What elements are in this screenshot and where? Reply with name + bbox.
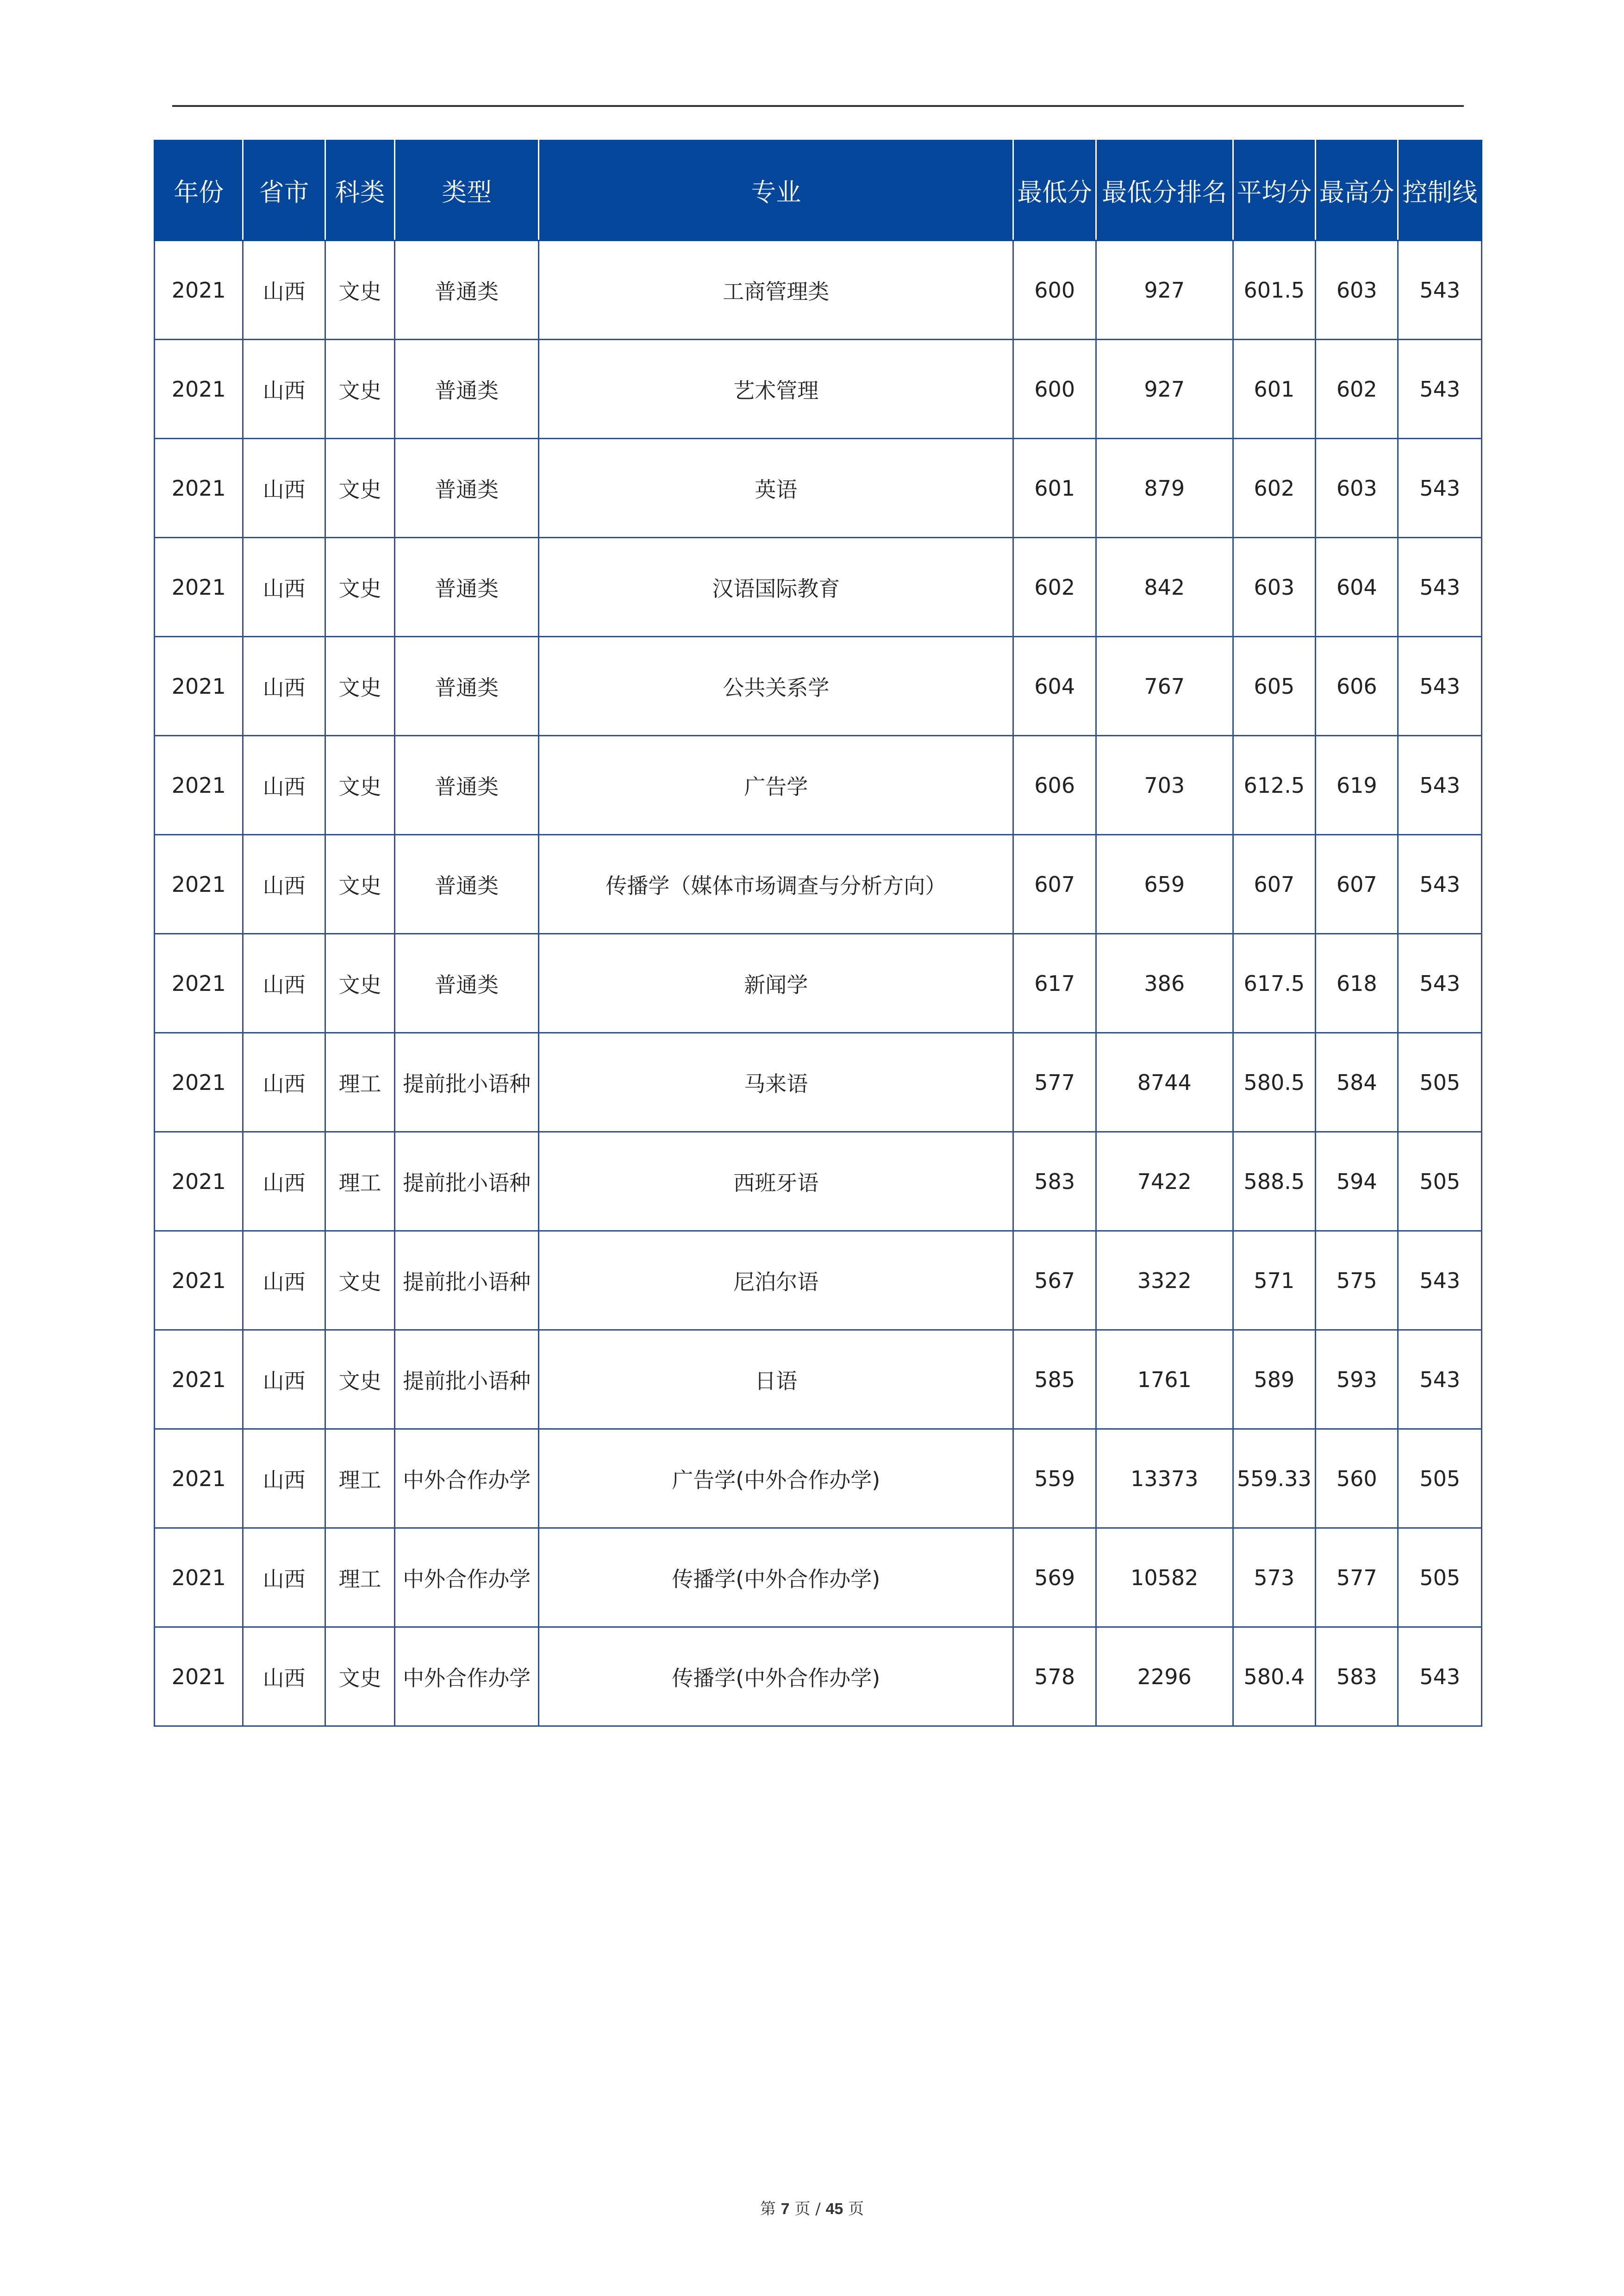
min-rank-cell: 2296 <box>1096 1627 1233 1726</box>
province-cell: 山西 <box>243 1627 325 1726</box>
control-line-cell: 543 <box>1398 241 1482 340</box>
table-row <box>155 1231 1482 1330</box>
max-score-cell: 584 <box>1316 1033 1398 1132</box>
major-cell: 汉语国际教育 <box>538 538 1013 637</box>
max-score-cell: 560 <box>1316 1429 1398 1528</box>
major-cell: 公共关系学 <box>538 637 1013 736</box>
max-score-cell: 603 <box>1316 439 1398 538</box>
table-row <box>155 1429 1482 1528</box>
column-header-min-rank: 最低分排名 <box>1096 141 1233 241</box>
province-cell: 山西 <box>243 637 325 736</box>
type-cell: 提前批小语种 <box>395 1231 539 1330</box>
type-cell: 提前批小语种 <box>395 1132 539 1231</box>
min-score-cell: 583 <box>1013 1132 1096 1231</box>
major-cell: 广告学(中外合作办学) <box>538 1429 1013 1528</box>
min-rank-cell: 386 <box>1096 934 1233 1033</box>
major-cell: 马来语 <box>538 1033 1013 1132</box>
avg-score-cell: 607 <box>1233 835 1315 934</box>
avg-score-cell: 605 <box>1233 637 1315 736</box>
max-score-cell: 618 <box>1316 934 1398 1033</box>
avg-score-cell: 601.5 <box>1233 241 1315 340</box>
page-footer <box>0 2196 1624 2219</box>
min-rank-cell: 8744 <box>1096 1033 1233 1132</box>
header-rule <box>172 105 1464 107</box>
max-score-cell: 619 <box>1316 736 1398 835</box>
avg-score-cell: 588.5 <box>1233 1132 1315 1231</box>
subject-cell: 文史 <box>325 241 394 340</box>
min-rank-cell: 3322 <box>1096 1231 1233 1330</box>
max-score-cell: 583 <box>1316 1627 1398 1726</box>
control-line-cell: 543 <box>1398 934 1482 1033</box>
admission-scores-table <box>154 140 1482 1727</box>
avg-score-cell: 601 <box>1233 340 1315 439</box>
control-line-cell: 543 <box>1398 637 1482 736</box>
footer-middle: 页 / <box>794 2200 821 2218</box>
min-rank-cell: 7422 <box>1096 1132 1233 1231</box>
column-header-avg-score: 平均分 <box>1233 141 1315 241</box>
min-score-cell: 600 <box>1013 340 1096 439</box>
min-score-cell: 567 <box>1013 1231 1096 1330</box>
control-line-cell: 505 <box>1398 1033 1482 1132</box>
major-cell: 广告学 <box>538 736 1013 835</box>
subject-cell: 理工 <box>325 1033 394 1132</box>
province-cell: 山西 <box>243 835 325 934</box>
province-cell: 山西 <box>243 439 325 538</box>
max-score-cell: 575 <box>1316 1231 1398 1330</box>
year-cell: 2021 <box>155 340 243 439</box>
province-cell: 山西 <box>243 1231 325 1330</box>
type-cell: 普通类 <box>395 637 539 736</box>
min-score-cell: 607 <box>1013 835 1096 934</box>
control-line-cell: 543 <box>1398 736 1482 835</box>
year-cell: 2021 <box>155 1528 243 1627</box>
avg-score-cell: 580.5 <box>1233 1033 1315 1132</box>
avg-score-cell: 617.5 <box>1233 934 1315 1033</box>
min-score-cell: 602 <box>1013 538 1096 637</box>
subject-cell: 文史 <box>325 1627 394 1726</box>
table-body <box>155 241 1482 1726</box>
min-score-cell: 585 <box>1013 1330 1096 1429</box>
major-cell: 西班牙语 <box>538 1132 1013 1231</box>
avg-score-cell: 580.4 <box>1233 1627 1315 1726</box>
major-cell: 传播学(中外合作办学) <box>538 1528 1013 1627</box>
type-cell: 普通类 <box>395 439 539 538</box>
max-score-cell: 577 <box>1316 1528 1398 1627</box>
table-row <box>155 1330 1482 1429</box>
min-rank-cell: 1761 <box>1096 1330 1233 1429</box>
table-row <box>155 736 1482 835</box>
control-line-cell: 543 <box>1398 538 1482 637</box>
control-line-cell: 505 <box>1398 1429 1482 1528</box>
column-header-min-score: 最低分 <box>1013 141 1096 241</box>
max-score-cell: 602 <box>1316 340 1398 439</box>
year-cell: 2021 <box>155 1231 243 1330</box>
year-cell: 2021 <box>155 637 243 736</box>
min-score-cell: 559 <box>1013 1429 1096 1528</box>
province-cell: 山西 <box>243 1330 325 1429</box>
footer-prefix: 第 <box>760 2200 776 2218</box>
min-rank-cell: 842 <box>1096 538 1233 637</box>
control-line-cell: 543 <box>1398 439 1482 538</box>
min-rank-cell: 879 <box>1096 439 1233 538</box>
avg-score-cell: 602 <box>1233 439 1315 538</box>
year-cell: 2021 <box>155 439 243 538</box>
control-line-cell: 543 <box>1398 340 1482 439</box>
subject-cell: 文史 <box>325 439 394 538</box>
footer-suffix: 页 <box>848 2200 864 2218</box>
column-header-province: 省市 <box>243 141 325 241</box>
column-header-major: 专业 <box>538 141 1013 241</box>
type-cell: 提前批小语种 <box>395 1033 539 1132</box>
min-rank-cell: 927 <box>1096 340 1233 439</box>
table-row <box>155 241 1482 340</box>
subject-cell: 理工 <box>325 1429 394 1528</box>
control-line-cell: 505 <box>1398 1132 1482 1231</box>
year-cell: 2021 <box>155 1132 243 1231</box>
subject-cell: 文史 <box>325 637 394 736</box>
table-row <box>155 1033 1482 1132</box>
max-score-cell: 594 <box>1316 1132 1398 1231</box>
year-cell: 2021 <box>155 1330 243 1429</box>
avg-score-cell: 589 <box>1233 1330 1315 1429</box>
type-cell: 提前批小语种 <box>395 1330 539 1429</box>
min-rank-cell: 767 <box>1096 637 1233 736</box>
table-row <box>155 1627 1482 1726</box>
major-cell: 传播学(中外合作办学) <box>538 1627 1013 1726</box>
min-rank-cell: 927 <box>1096 241 1233 340</box>
current-page-number: 7 <box>781 2200 790 2218</box>
major-cell: 新闻学 <box>538 934 1013 1033</box>
type-cell: 中外合作办学 <box>395 1429 539 1528</box>
control-line-cell: 543 <box>1398 835 1482 934</box>
min-rank-cell: 659 <box>1096 835 1233 934</box>
subject-cell: 文史 <box>325 736 394 835</box>
year-cell: 2021 <box>155 241 243 340</box>
max-score-cell: 604 <box>1316 538 1398 637</box>
table-row <box>155 637 1482 736</box>
type-cell: 普通类 <box>395 835 539 934</box>
major-cell: 传播学（媒体市场调查与分析方向） <box>538 835 1013 934</box>
max-score-cell: 606 <box>1316 637 1398 736</box>
subject-cell: 文史 <box>325 538 394 637</box>
year-cell: 2021 <box>155 835 243 934</box>
min-score-cell: 578 <box>1013 1627 1096 1726</box>
control-line-cell: 543 <box>1398 1231 1482 1330</box>
max-score-cell: 593 <box>1316 1330 1398 1429</box>
year-cell: 2021 <box>155 1627 243 1726</box>
control-line-cell: 543 <box>1398 1330 1482 1429</box>
table-row <box>155 439 1482 538</box>
province-cell: 山西 <box>243 1528 325 1627</box>
control-line-cell: 543 <box>1398 1627 1482 1726</box>
major-cell: 艺术管理 <box>538 340 1013 439</box>
max-score-cell: 603 <box>1316 241 1398 340</box>
control-line-cell: 505 <box>1398 1528 1482 1627</box>
column-header-type: 类型 <box>395 141 539 241</box>
min-score-cell: 577 <box>1013 1033 1096 1132</box>
min-rank-cell: 10582 <box>1096 1528 1233 1627</box>
province-cell: 山西 <box>243 538 325 637</box>
column-header-control-line: 控制线 <box>1398 141 1482 241</box>
max-score-cell: 607 <box>1316 835 1398 934</box>
subject-cell: 文史 <box>325 1231 394 1330</box>
table-row <box>155 340 1482 439</box>
province-cell: 山西 <box>243 340 325 439</box>
year-cell: 2021 <box>155 1033 243 1132</box>
province-cell: 山西 <box>243 1429 325 1528</box>
avg-score-cell: 573 <box>1233 1528 1315 1627</box>
type-cell: 普通类 <box>395 340 539 439</box>
province-cell: 山西 <box>243 1132 325 1231</box>
min-score-cell: 600 <box>1013 241 1096 340</box>
min-score-cell: 601 <box>1013 439 1096 538</box>
year-cell: 2021 <box>155 736 243 835</box>
table-row <box>155 1132 1482 1231</box>
avg-score-cell: 612.5 <box>1233 736 1315 835</box>
avg-score-cell: 603 <box>1233 538 1315 637</box>
table-row <box>155 835 1482 934</box>
table-header-row <box>155 141 1482 241</box>
total-pages-number: 45 <box>825 2200 843 2218</box>
table-row <box>155 1528 1482 1627</box>
subject-cell: 理工 <box>325 1528 394 1627</box>
year-cell: 2021 <box>155 934 243 1033</box>
province-cell: 山西 <box>243 1033 325 1132</box>
year-cell: 2021 <box>155 1429 243 1528</box>
province-cell: 山西 <box>243 934 325 1033</box>
subject-cell: 文史 <box>325 934 394 1033</box>
subject-cell: 文史 <box>325 1330 394 1429</box>
type-cell: 普通类 <box>395 538 539 637</box>
type-cell: 普通类 <box>395 934 539 1033</box>
major-cell: 英语 <box>538 439 1013 538</box>
table-row <box>155 934 1482 1033</box>
type-cell: 中外合作办学 <box>395 1528 539 1627</box>
table-row <box>155 538 1482 637</box>
subject-cell: 文史 <box>325 835 394 934</box>
min-score-cell: 604 <box>1013 637 1096 736</box>
min-rank-cell: 13373 <box>1096 1429 1233 1528</box>
min-rank-cell: 703 <box>1096 736 1233 835</box>
column-header-year: 年份 <box>155 141 243 241</box>
min-score-cell: 606 <box>1013 736 1096 835</box>
province-cell: 山西 <box>243 241 325 340</box>
avg-score-cell: 559.33 <box>1233 1429 1315 1528</box>
type-cell: 普通类 <box>395 241 539 340</box>
min-score-cell: 617 <box>1013 934 1096 1033</box>
major-cell: 尼泊尔语 <box>538 1231 1013 1330</box>
major-cell: 日语 <box>538 1330 1013 1429</box>
subject-cell: 文史 <box>325 340 394 439</box>
type-cell: 普通类 <box>395 736 539 835</box>
province-cell: 山西 <box>243 736 325 835</box>
type-cell: 中外合作办学 <box>395 1627 539 1726</box>
year-cell: 2021 <box>155 538 243 637</box>
column-header-subject: 科类 <box>325 141 394 241</box>
major-cell: 工商管理类 <box>538 241 1013 340</box>
avg-score-cell: 571 <box>1233 1231 1315 1330</box>
subject-cell: 理工 <box>325 1132 394 1231</box>
column-header-max-score: 最高分 <box>1316 141 1398 241</box>
min-score-cell: 569 <box>1013 1528 1096 1627</box>
